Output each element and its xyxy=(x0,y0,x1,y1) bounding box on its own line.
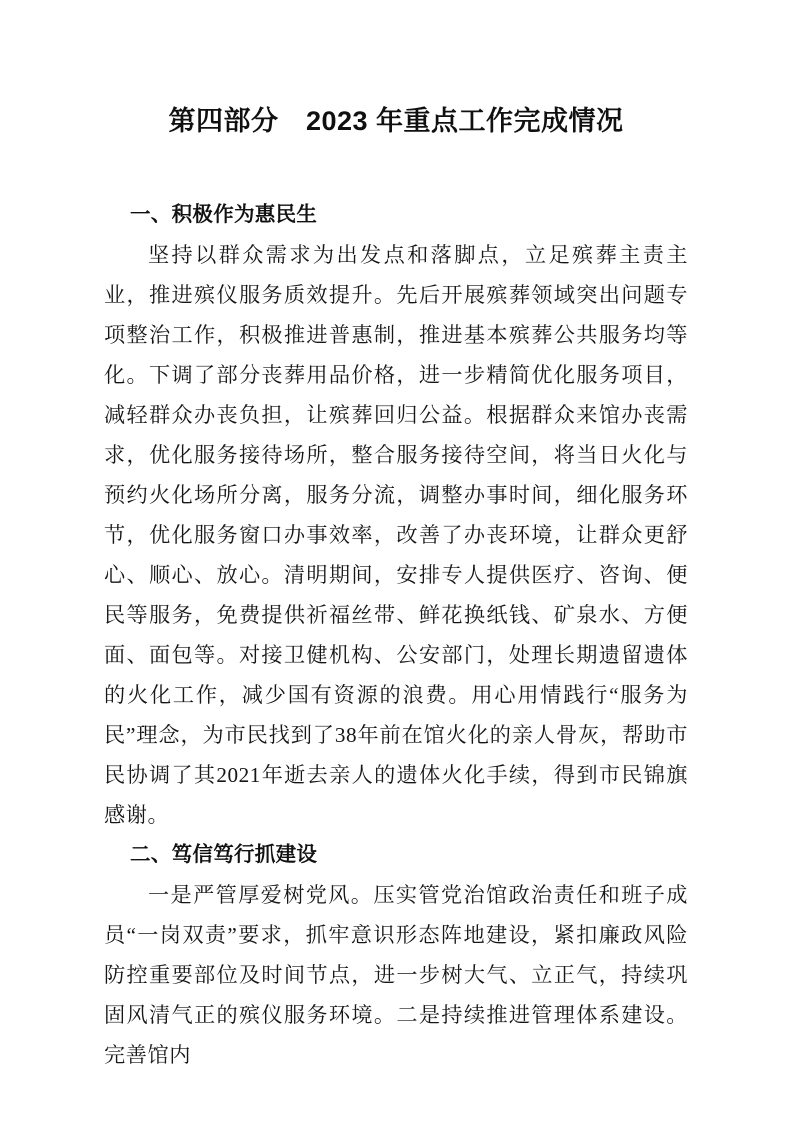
section-2-paragraph-1: 一是严管厚爱树党风。压实管党治馆政治责任和班子成员“一岗双责”要求，抓牢意识形态阵地建设，紧扣廉政风险防控重要部位及时间节点，进一步树大气、立正气，持续巩固风清气正的殡仪服务环境。二是持续推进管理体系建设。完善馆内 xyxy=(104,883,688,1067)
section-heading-1: 一、积极作为惠民生 xyxy=(130,203,318,226)
page-title: 第四部分 2023 年重点工作完成情况 xyxy=(168,106,624,136)
section-1-paragraph-1: 坚持以群众需求为出发点和落脚点，立足殡葬主责主业，推进殡仪服务质效提升。先后开展殡葬领域突出问题专项整治工作，积极推进普惠制，推进基本殡葬公共服务均等化。下调了部分丧葬用品价格，进一步精简优化服务项目，减轻群众办丧负担，让殡葬回归公益。根据群众来馆办丧需求，优化服务接待场所，整合服务接待空间，将当日火化与预约火化场所分离，服务分流，调整办事时间，细化服务环节，优化服务窗口办事效率，改善了办丧环境，让群众更舒心、顺心、放心。清明期间，安排专人提供医疗、咨询、便民等服务，免费提供祈福丝带、鲜花换纸钱、矿泉水、方便面、面包等。对接卫健机构、公安部门，处理长期遗留遗体的火化工作，减少国有资源的浪费。用心用情践行“服务为民”理念，为市民找到了38年前在馆火化的亲人骨灰，帮助市民协调了其2021年逝去亲人的遗体火化手续，得到市民锦旗感谢。 xyxy=(104,243,688,827)
title-spacer xyxy=(104,141,688,195)
document-content xyxy=(104,0,688,1075)
section-heading-2: 二、笃信笃行抓建设 xyxy=(130,843,318,866)
